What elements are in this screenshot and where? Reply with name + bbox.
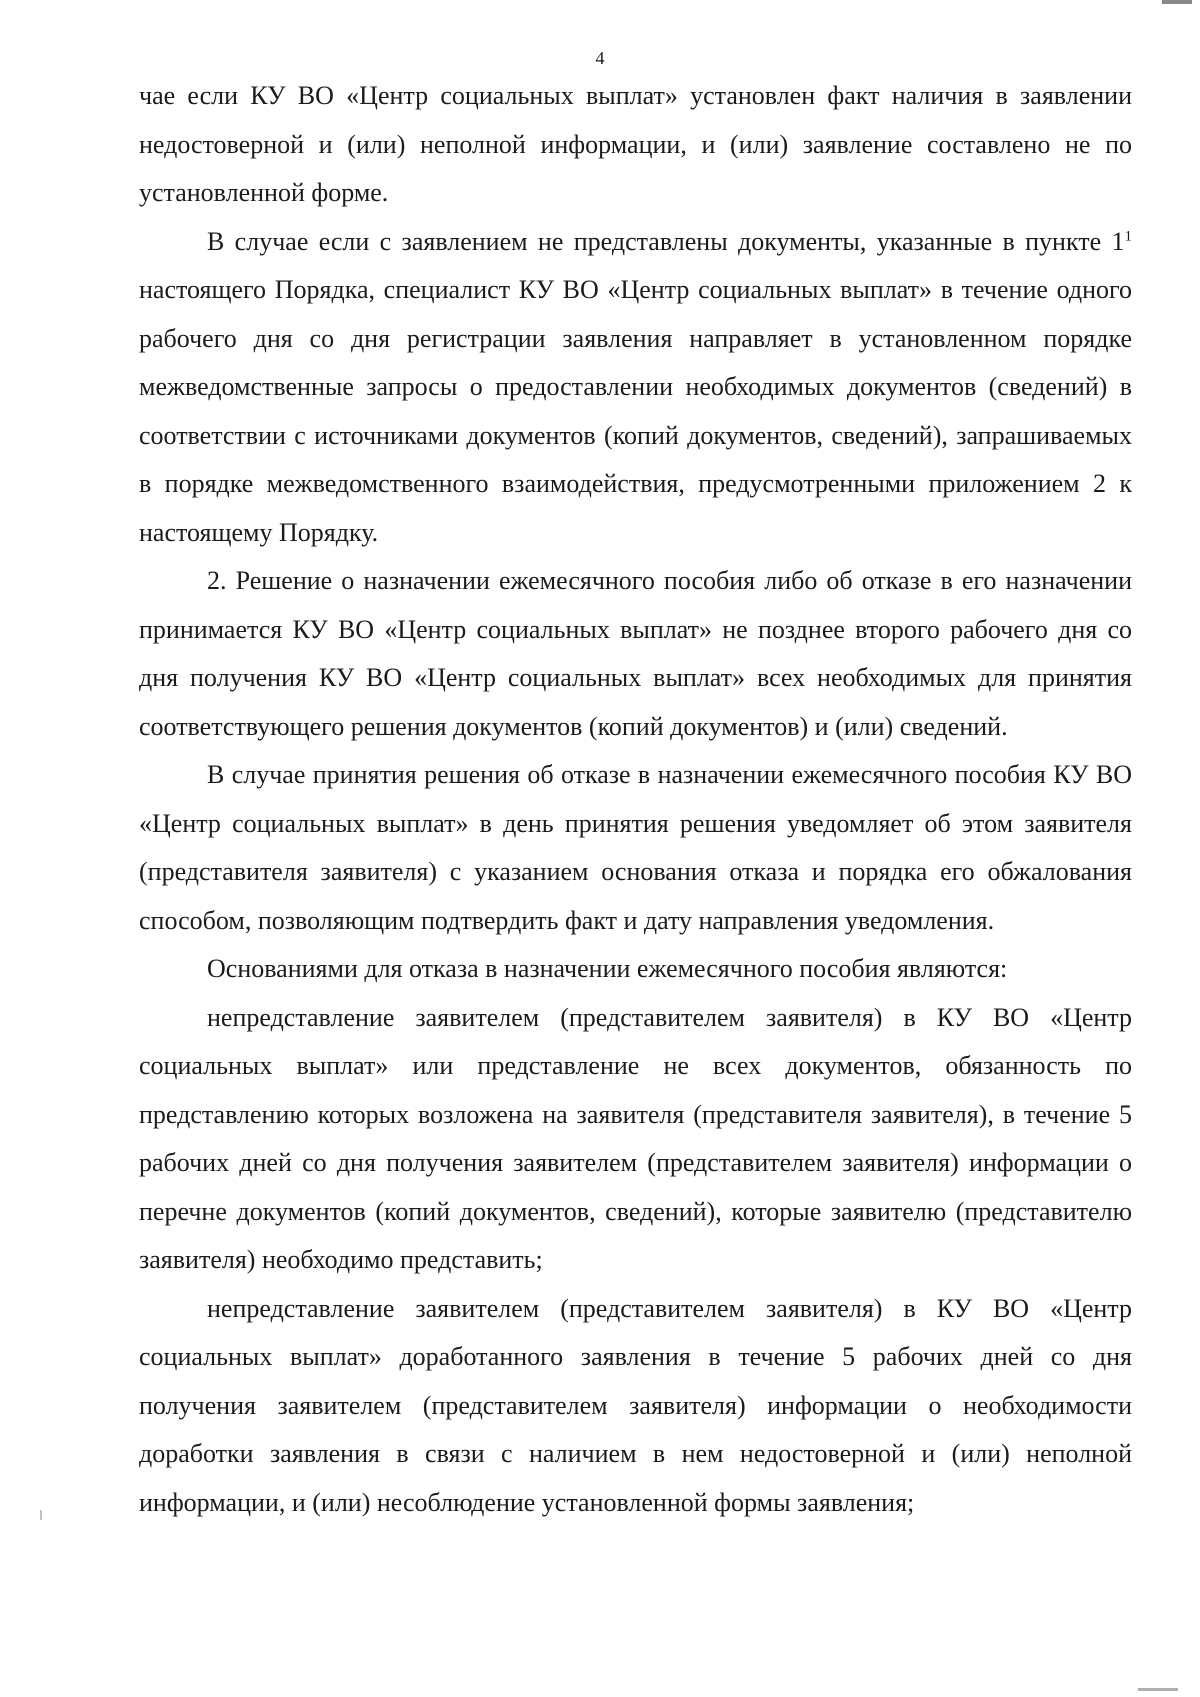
scan-artifact-bottom-right — [1138, 1688, 1178, 1691]
paragraph-refusal-notification: В случае принятия решения об отказе в назначении ежемесячного пособия КУ ВО «Центр социальных выплат» в день принятия решения уведомляет об этом заявителя (представителя заявителя) с указанием основания отказа и порядка его обжалования способом, позволяющим подтвердить факт и дату направления уведомления. — [139, 760, 1132, 935]
paragraph-refusal-grounds-heading: Основаниями для отказа в назначении ежемесячного пособия являются: — [207, 954, 1008, 983]
paragraph-continuation: чае если КУ ВО «Центр социальных выплат» установлен факт наличия в заявлении недостоверной и (или) неполной информации, и (или) заявление составлено не по установленной форме. — [139, 81, 1132, 207]
scan-artifact-top-right — [1162, 0, 1192, 4]
paragraph-interdepartmental-requests — [139, 218, 1132, 558]
scan-artifact-left — [40, 1510, 42, 1520]
paragraph-ground-revised-application-not-submitted: непредставление заявителем (представителем заявителя) в КУ ВО «Центр социальных выплат» доработанного заявления в течение 5 рабочих дней со дня получения заявителем (представителем заявителя) информации о необходимости доработки заявления в связи с наличием в нем недостоверной и (или) неполной информации, и (или) несоблюдение установленной формы заявления; — [139, 1293, 1132, 1517]
paragraph-ground-documents-not-submitted: непредставление заявителем (представителем заявителя) в КУ ВО «Центр социальных выплат» или представление не всех документов, обязанность по представлению которых возложена на заявителя (представителя заявителя), в течение 5 рабочих дней со дня получения заявителем (представителем заявителя) информации о перечне документов (копий документов, сведений), которые заявителю (представителю заявителя) необходимо представить; — [139, 1002, 1132, 1274]
page-number: 4 — [595, 48, 605, 68]
superscript-reference: 1 — [1124, 227, 1132, 244]
paragraph-decision-item-2: 2. Решение о назначении ежемесячного пособия либо об отказе в его назначении принимается КУ ВО «Центр социальных выплат» не позднее второго рабочего дня со дня получения КУ ВО «Центр социальных выплат» всех необходимых для принятия соответствующего решения документов (копий документов) и (или) сведений. — [139, 566, 1132, 741]
paragraph-text-after-footnote: настоящего Порядка, специалист КУ ВО «Центр социальных выплат» в течение одного рабочего дня со дня регистрации заявления направляет в установленном порядке межведомственные запросы о предоставлении необходимых документов (сведений) в соответствии с источниками документов (копий документов, сведений), запрашиваемых в порядке межведомственного взаимодействия, предусмотренными приложением 2 к настоящему Порядку. — [139, 275, 1132, 547]
paragraph-text-before-footnote: В случае если с заявлением не представлены документы, указанные в пункте 1 — [207, 226, 1125, 256]
document-body — [139, 72, 1132, 1527]
